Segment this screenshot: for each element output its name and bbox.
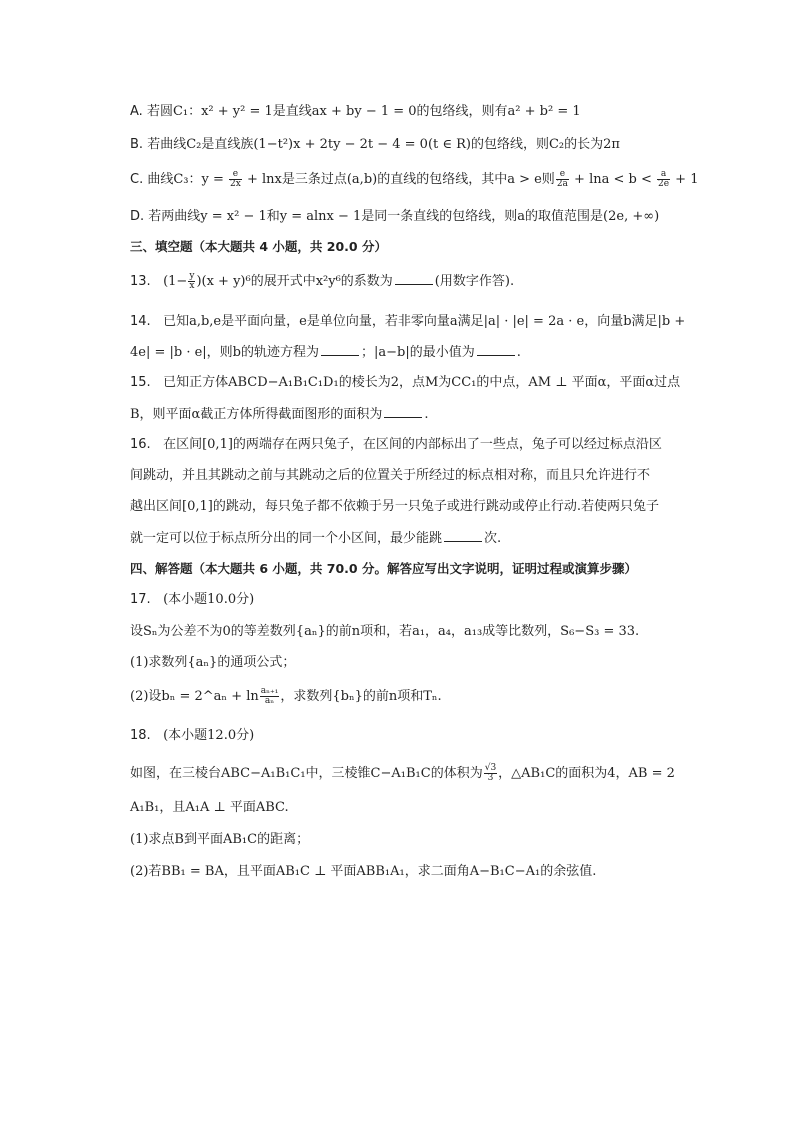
option-b-text: 若曲线C₂是直线族(1−t²)x + 2ty − 2t − 4 = 0(t ∈ R)的包络线，则C₂的长为2π: [147, 137, 620, 152]
option-d: [130, 208, 659, 226]
option-c-frac3: $\frac{a}{2e}$: [657, 169, 670, 189]
question-17-part2: [130, 687, 442, 706]
q13-answer-blank[interactable]: [395, 272, 433, 285]
question-16-line2: 间跳动，并且其跳动之前与其跳动之后的位置关于所经过的标点相对称，而且只允许进行不: [130, 468, 651, 483]
question-16-line4: [130, 529, 501, 548]
question-14-line2: [130, 343, 521, 362]
question-16-line3: 越出区间[0,1]的跳动，每只兔子都不依赖于另一只兔子或进行跳动或停止行动.若使两只兔子: [130, 499, 659, 514]
q13-pre: (1−: [163, 274, 188, 289]
q18-number: 18.: [130, 728, 151, 743]
q15-line2-post: .: [424, 407, 429, 422]
question-17-part1: (1)求数列{aₙ}的通项公式；: [130, 655, 296, 670]
q16-line4-pre: 就一定可以位于标点所分出的同一个小区间，最少能跳: [130, 531, 443, 546]
option-c-text-post: + 1: [671, 172, 699, 187]
option-b: [130, 136, 620, 154]
option-c-text-mid: + lnx是三条过点(a,b)的直线的包络线，其中a > e则: [242, 172, 555, 187]
q14-answer-blank-1[interactable]: [321, 343, 359, 356]
option-c: [130, 170, 698, 189]
q16-line1: 在区间[0,1]的两端存在两只兔子，在区间的内部标出了一些点，兔子可以经过标点沿区: [163, 437, 662, 452]
q17-part2-pre: (2)设bₙ = 2^aₙ + ln: [130, 689, 259, 704]
option-d-text: 若两曲线y = x² − 1和y = alnx − 1是同一条直线的包络线，则a的取值范围是(2e, +∞): [148, 209, 660, 224]
section-3-title: 三、填空题（本大题共 4 小题，共 20.0 分）: [130, 239, 387, 254]
q13-text: )(x + y)⁶的展开式中x²y⁶的系数为: [196, 274, 393, 289]
q18-score: (本小题12.0分): [163, 728, 255, 743]
q17-score: (本小题10.0分): [163, 592, 255, 607]
q16-answer-blank[interactable]: [444, 529, 482, 542]
question-13: [130, 272, 514, 291]
q14-line2-post: .: [516, 345, 521, 360]
q18-stem1-pre: 如图，在三棱台ABC−A₁B₁C₁中，三棱锥C−A₁B₁C的体积为: [130, 766, 483, 781]
q16-number: 16.: [130, 437, 151, 452]
question-14-line1: [130, 313, 685, 331]
q14-line1: 已知a,b,e是平面向量，e是单位向量，若非零向量a满足|a| · |e| = 2a · e，向量b满足|b +: [163, 314, 686, 329]
option-b-label: B.: [130, 137, 144, 152]
q14-number: 14.: [130, 314, 151, 329]
option-c-frac1: $\frac{e}{2x}$: [230, 169, 241, 189]
q18-stem1-frac: $\frac{√3}{3}$: [484, 763, 497, 783]
q17-number: 17.: [130, 592, 151, 607]
option-a: [130, 103, 581, 121]
option-a-text: 若圆C₁：x² + y² = 1是直线ax + by − 1 = 0的包络线，则有a² + b² = 1: [146, 104, 581, 119]
q13-frac: $\frac{y}{x}$: [189, 271, 195, 291]
q13-number: 13.: [130, 274, 151, 289]
q13-post: (用数字作答).: [434, 274, 515, 289]
question-18-stem2: A₁B₁，且A₁A ⊥ 平面ABC.: [130, 800, 289, 815]
q14-line2-pre: 4e| = |b · e|，则b的轨迹方程为: [130, 345, 319, 360]
question-15-line2: [130, 405, 428, 424]
option-d-label: D.: [130, 209, 145, 224]
q15-line2-pre: B，则平面α截正方体所得截面图形的面积为: [130, 407, 383, 422]
question-17-header: [130, 591, 254, 609]
q18-stem1-post: ，△AB₁C的面积为4，AB = 2: [498, 766, 675, 781]
q17-part2-frac: $\frac{\text{aₙ₊₁}}{\text{aₙ}}$: [260, 686, 279, 706]
question-18-header: [130, 727, 254, 745]
q14-answer-blank-2[interactable]: [477, 343, 515, 356]
option-c-label: C.: [130, 172, 144, 187]
section-4-title: 四、解答题（本大题共 6 小题，共 70.0 分。解答应写出文字说明，证明过程或演算步骤）: [130, 561, 637, 576]
option-c-frac2: $\frac{e}{2a}$: [556, 169, 568, 189]
question-16-line1: [130, 436, 662, 454]
question-18-part2: (2)若BB₁ = BA，且平面AB₁C ⊥ 平面ABB₁A₁，求二面角A−B₁C−A₁的余弦值.: [130, 864, 597, 879]
option-c-text-pre: 曲线C₃：y =: [147, 172, 229, 187]
q15-line1: 已知正方体ABCD−A₁B₁C₁D₁的棱长为2，点M为CC₁的中点，AM ⊥ 平面α，平面α过点: [163, 375, 681, 390]
q15-answer-blank[interactable]: [384, 405, 422, 418]
question-17-stem: 设Sₙ为公差不为0的等差数列{aₙ}的前n项和，若a₁，a₄，a₁₃成等比数列，S₆−S₃ = 33.: [130, 624, 640, 639]
question-18-stem1: [130, 764, 675, 783]
q14-line2-mid: ；|a−b|的最小值为: [361, 345, 475, 360]
q16-line4-post: 次.: [484, 531, 502, 546]
question-15-line1: [130, 374, 680, 392]
option-a-label: A.: [130, 104, 143, 119]
q17-part2-post: ，求数列{bₙ}的前n项和Tₙ.: [280, 689, 442, 704]
option-c-text-mid2: + lna < b <: [569, 172, 656, 187]
question-18-part1: (1)求点B到平面AB₁C的距离；: [130, 832, 310, 847]
q15-number: 15.: [130, 375, 151, 390]
